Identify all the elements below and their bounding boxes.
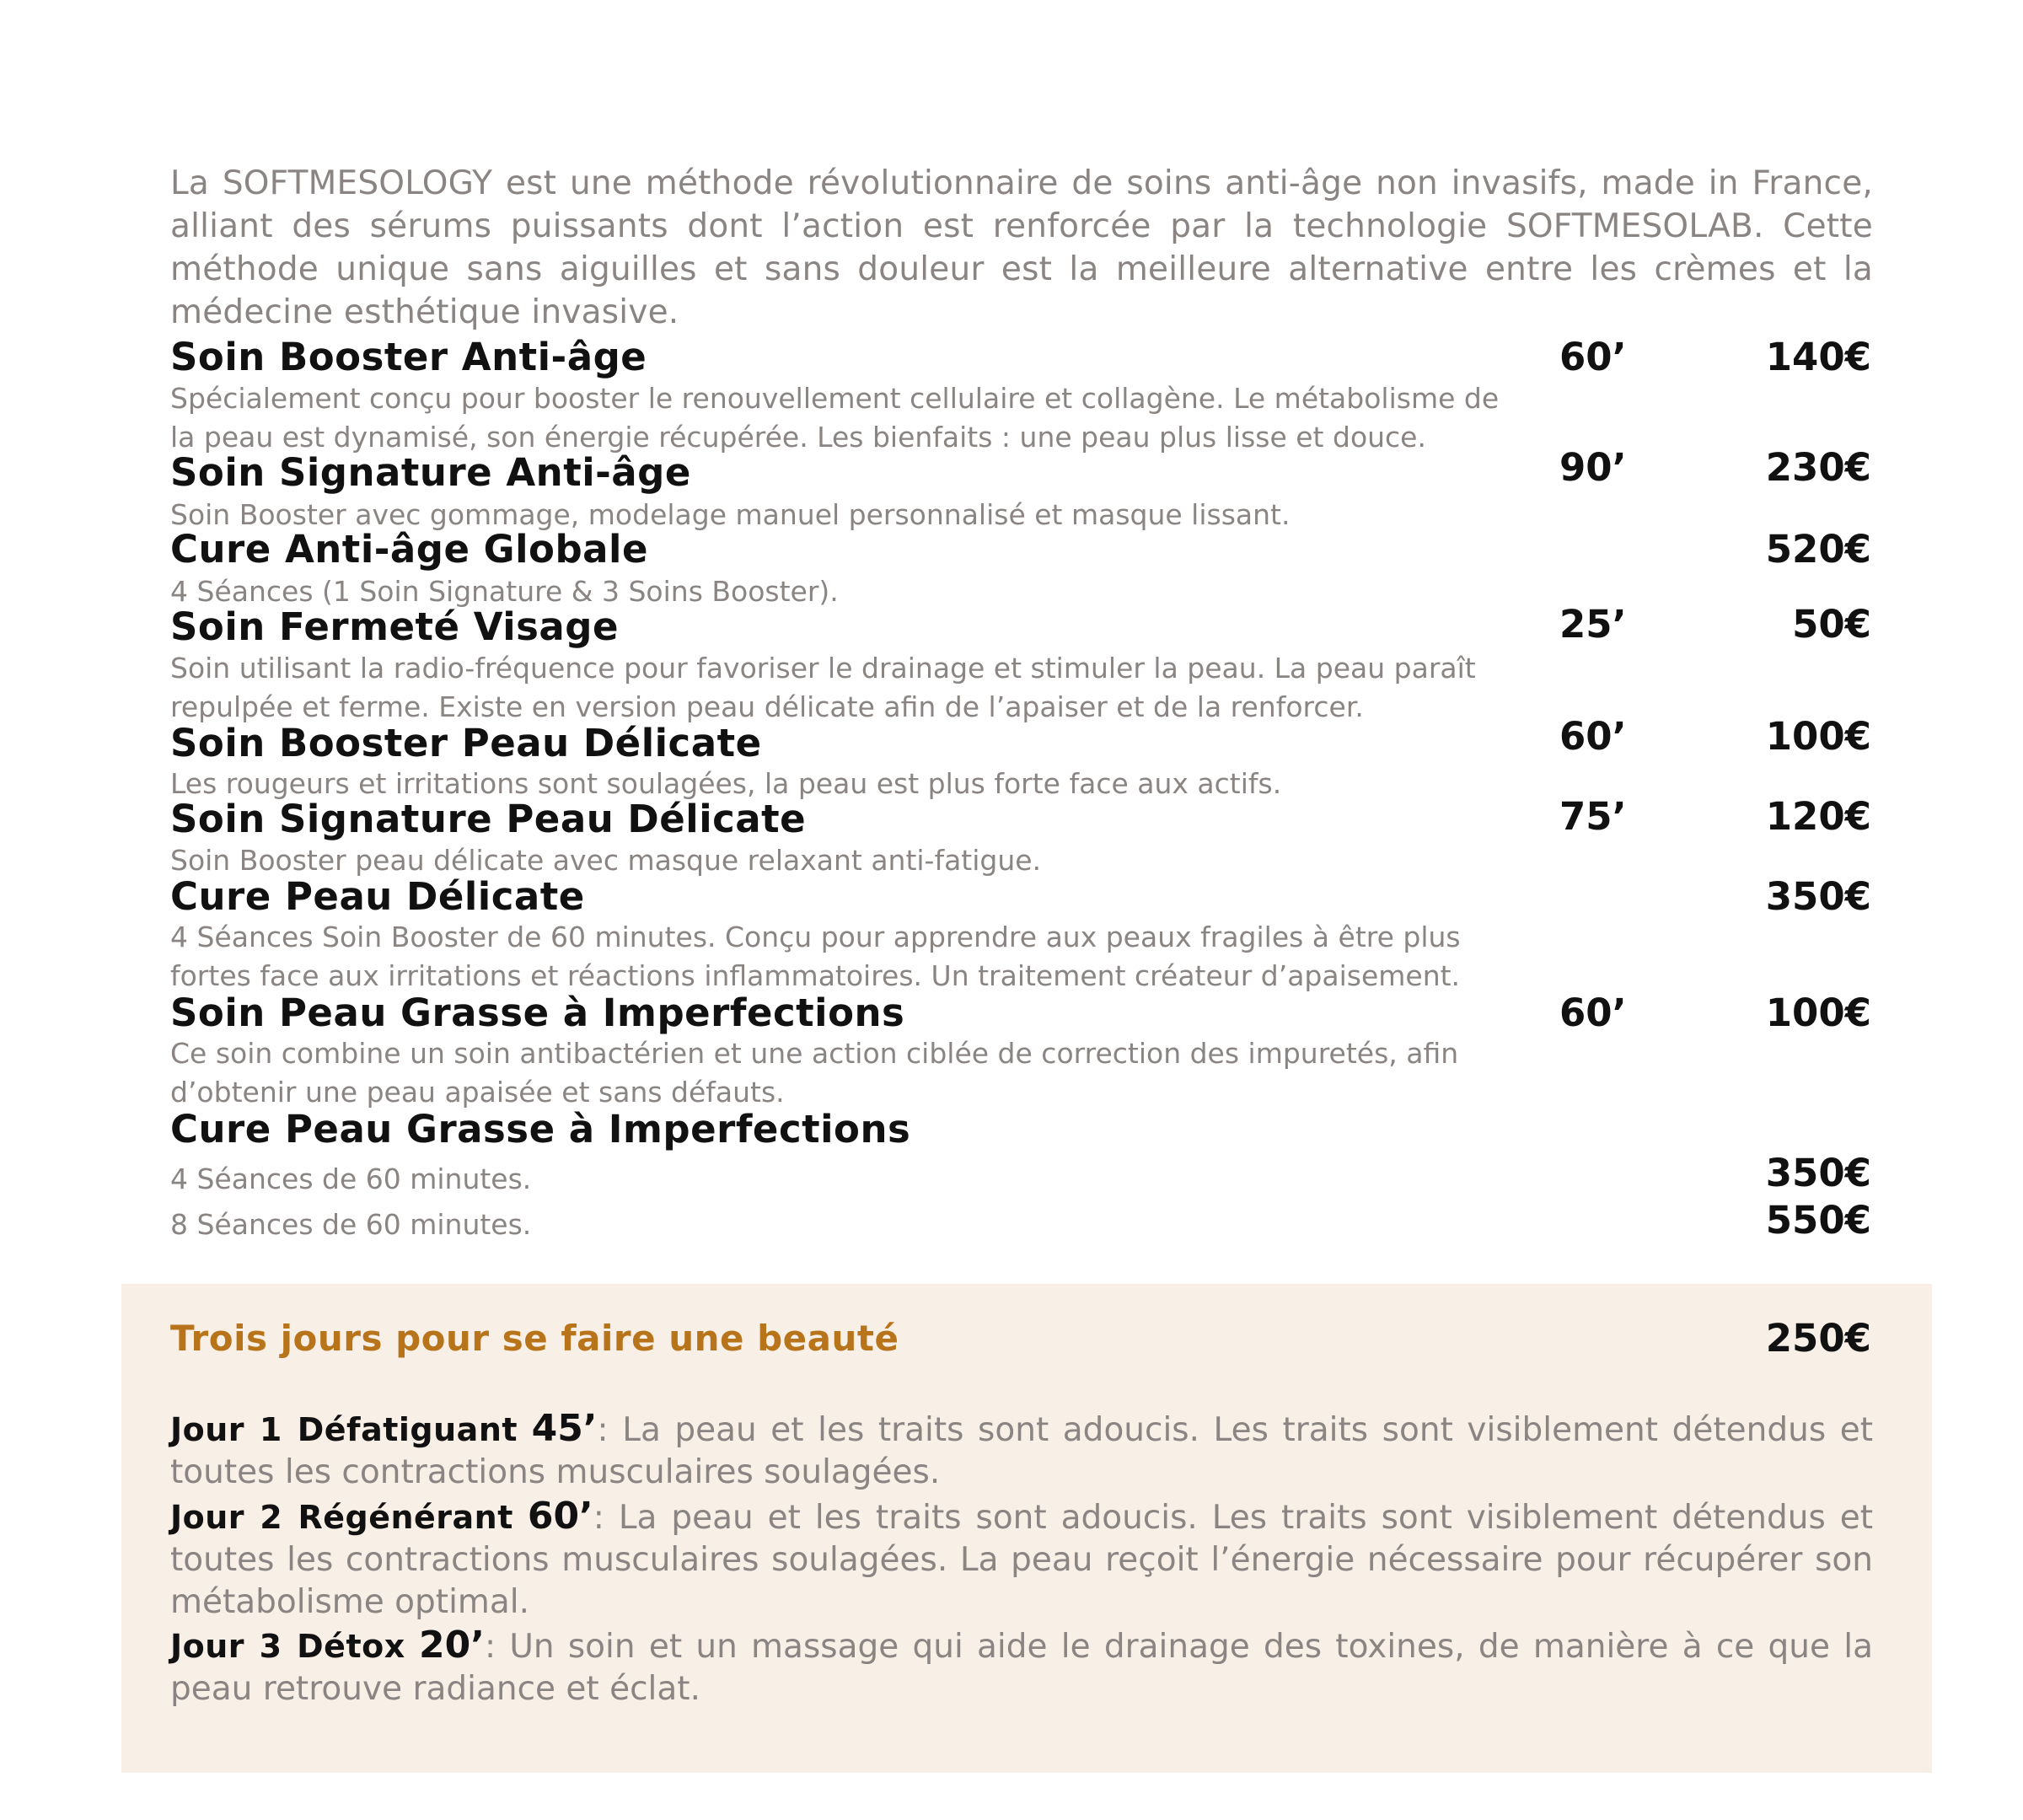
service-description: 4 Séances (1 Soin Signature & 3 Soins Booster). [170,575,839,608]
service-description: 4 Séances Soin Booster de 60 minutes. Conçu pour apprendre aux peaux fragiles à être plus fortes face aux irritations et réactions inflammatoires. Un traitement créateur d’apaisement. [170,921,1461,992]
service-duration: 60’ [1559,335,1627,379]
day-duration: 45’ [531,1407,598,1450]
service-description: Soin Booster avec gommage, modelage manuel personnalisé et masque lissant. [170,498,1291,531]
day-text: : La peau et les traits sont adoucis. Les traits sont visiblement détendus et toutes les contractions musculaires soulagées. La peau reçoit l’énergie nécessaire pour récupérer son métabolisme optimal. [170,1499,1873,1621]
service-price: 230€ [1765,445,1871,490]
promo-day [170,1408,1873,1494]
promo-title: Trois jours pour se faire une beauté [170,1318,899,1359]
promo-price: 250€ [1765,1316,1871,1361]
day-label: Jour 2 Régénérant [170,1499,513,1536]
day-duration: 20’ [419,1624,485,1667]
cure-option-description: 4 Séances de 60 minutes. [170,1162,532,1195]
promo-day [170,1624,1873,1710]
cure-option-description: 8 Séances de 60 minutes. [170,1208,532,1241]
service-name: Soin Signature Peau Délicate [170,797,807,841]
service-name: Soin Signature Anti-âge [170,450,691,495]
day-label: Jour 3 Détox [170,1628,405,1665]
service-description: Spécialement conçu pour booster le renouvellement cellulaire et collagène. Le métabolisme de la peau est dynamisé, son énergie récupérée. Les bienfaits : une peau plus lisse et douce. [170,382,1500,454]
service-duration: 60’ [1559,991,1627,1035]
promo-day [170,1495,1873,1624]
service-price: 100€ [1765,714,1871,759]
service-name: Cure Anti-âge Globale [170,527,648,572]
cure-option-price: 550€ [1765,1198,1871,1243]
service-name: Soin Booster Peau Délicate [170,721,762,765]
day-text: : La peau et les traits sont adoucis. Les traits sont visiblement détendus et toutes les contractions musculaires soulagées. [170,1411,1873,1491]
cure-option-price: 350€ [1765,1151,1871,1195]
day-text: : Un soin et un massage qui aide le drainage des toxines, de manière à ce que la peau retrouve radiance et éclat. [170,1628,1873,1708]
service-name: Soin Booster Anti-âge [170,335,647,379]
service-description: Les rougeurs et irritations sont soulagées, la peau est plus forte face aux actifs. [170,767,1282,800]
service-name: Soin Fermeté Visage [170,604,620,649]
service-description: Ce soin combine un soin antibactérien et une action ciblée de correction des impuretés, afin d’obtenir une peau apaisée et sans défauts. [170,1037,1459,1109]
service-price: 350€ [1765,874,1871,919]
service-price: 100€ [1765,991,1871,1035]
service-duration: 60’ [1559,714,1627,759]
service-name: Soin Peau Grasse à Imperfections [170,991,905,1035]
service-description: Soin Booster peau délicate avec masque relaxant anti-fatigue. [170,844,1042,877]
day-duration: 60’ [527,1495,593,1538]
service-price: 520€ [1765,527,1871,572]
service-price: 50€ [1792,602,1871,647]
day-label: Jour 1 Défatiguant [170,1411,518,1448]
service-name: Cure Peau Grasse à Imperfections [170,1107,911,1152]
service-description: Soin utilisant la radio-fréquence pour favoriser le drainage et stimuler la peau. La peau paraît repulpée et ferme. Existe en version peau délicate afin de l’apaiser et de la renforcer. [170,652,1476,723]
service-duration: 75’ [1559,794,1627,839]
service-price: 120€ [1765,794,1871,839]
intro-paragraph: La SOFTMESOLOGY est une méthode révolutionnaire de soins anti-âge non invasifs, made in France, alliant des sérums puissants dont l’action est renforcée par la technologie SOFTMESOLAB. Cette méthode unique sans aiguilles et sans douleur est la meilleure alternative entre les crèmes et la médecine esthétique invasive. [170,164,1873,331]
service-name: Cure Peau Délicate [170,874,585,919]
service-duration: 90’ [1559,445,1627,490]
service-price: 140€ [1765,335,1871,379]
service-duration: 25’ [1559,602,1627,647]
